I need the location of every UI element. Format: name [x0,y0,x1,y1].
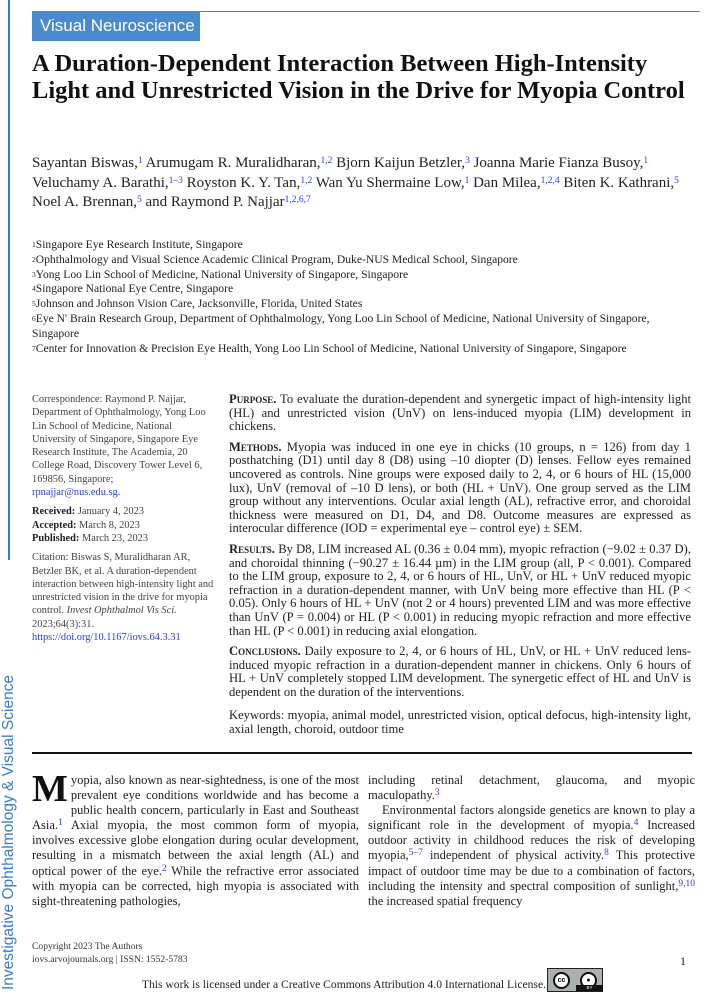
author-name: and Raymond P. Najjar [145,194,285,211]
doi-link[interactable]: https://doi.org/10.1167/iovs.64.3.31 [32,632,181,644]
copyright: Copyright 2023 The Authors [32,941,143,952]
affiliation-item: $^1$Singapore Eye Research Institute, Singapore [32,238,243,251]
author-name: Arumugam R. Muralidharan, [145,155,321,171]
cc-icon: cc [553,972,570,989]
accepted-date: Accepted: March 8, 2023 [32,519,140,531]
citation-ref[interactable]: 4 [633,818,639,829]
abstract-methods: Methods. Myopia was induced in one eye in chicks (10 groups, n = 126) from day 1 posthatching (D1) until day 8 (D8) using –10 diopter (D) lenses. Fellow eyes remained uncovered as controls. Nine groups were exposed daily to 2, 4, or 6 hours of HL (15,000 lux), UnV (removal of –10 D lens), or both (HL + UnV). One group served as the LIM group without any interventions. Ocular axial length (AL), refractive error, and choroidal thickness were measured on D1, D4, and D8. Outcome measures are expressed as interocular difference (IOD = experimental eye – control eye) ± SEM. [229,439,691,536]
correspondence-text: Correspondence: Raymond P. Najjar, Department of Ophthalmology, Yong Loo Lin School of Medicine, National University of Singapore, Singapore Eye Research Institute, The Academia, 20 College Road, Discovery Tower Level 6, 169856, Singapore; [32,394,206,485]
author-name: Dan Milea, [473,174,541,191]
by-label: BY [576,985,603,991]
header-rule [200,11,700,12]
affiliation-ref[interactable]: 1 [643,156,649,166]
cc-by-icon[interactable] [547,968,603,992]
section-badge: Visual Neuroscience [32,11,200,41]
author-name: Royston K. Y. Tan, [186,174,301,191]
citation-ref[interactable]: 2 [161,863,167,874]
author-name: Veluchamy A. Barathi, [32,174,169,191]
sidebar-accent-line [8,0,10,560]
journal-info: iovs.arvojournals.org | ISSN: 1552-5783 [32,954,188,965]
page-number: 1 [680,954,686,968]
citation-ref[interactable]: 3 [434,788,440,799]
body-column-right: including retinal detachment, glaucoma, and myopic maculopathy.$^3$ Environmental factors alongside genetics are known to play a significant role in the development of myopia.$^4$ Increased outdoor activity in childhood reduces the risk of developing myopia,$^{5-7}$ independent of physical activity.$^8$ This protective impact of outdoor time may be due to a combination of factors, including the intensity and spectral composition of sunlight,$^{9,10}$ the increased spatial frequency [368,773,695,908]
citation-ref[interactable]: 8 [604,848,609,859]
author-name: Bjorn Kaijun Betzler, [336,155,466,171]
author-name: Biten K. Kathrani, [563,174,675,191]
affiliation-item: $^4$Singapore National Eye Centre, Singapore [32,282,234,296]
affiliation-ref[interactable]: 1 [464,175,470,186]
affiliation-list [32,238,692,356]
affiliation-ref[interactable]: 5 [674,175,679,186]
abstract-purpose: Purpose. To evaluate the duration-dependent and synergetic impact of high-intensity light (HL) and unrestricted vision (UnV) on lens-induced myopia (LIM) development in chickens. [229,392,691,434]
author-name: Wan Yu Shermaine Low, [315,174,465,191]
page-footer [32,940,692,966]
author-name: Sayantan Biswas, [32,155,138,171]
abstract [229,393,691,744]
journal-sidebar-title: Investigative Ophthalmology & Visual Science [0,674,17,990]
drop-cap: M [32,768,68,810]
abstract-results: Results. By D8, LIM increased AL (0.36 ± 0.04 mm), myopic refraction (−9.02 ± 0.37 D), and choroidal thinning (−90.27 ± 16.44 µm) in the LIM group (all, P < 0.001). Compared to the LIM group, exposure to 2, 4, or 6 hours of HL, UnV, or HL + UnV reduced myopic refraction in a duration-dependent manner, with UnV being more effective than HL (P < 0.05). Only 6 hours of HL + UnV (not 2 or 4 hours) prevented LIM and was more effective than UnV (P = 0.004) or HL (P < 0.001) in reducing myopic refraction and more effective than HL (P < 0.001) in reducing axial elongation. [229,541,691,638]
affiliation-ref[interactable]: 1 [137,156,143,166]
abstract-conclusions: Conclusions. Daily exposure to 2, 4, or 6 hours of HL, UnV, or HL + UnV reduced lens-induced myopic refraction in a duration-dependent manner in chickens. Only 6 hours of HL + UnV completely stopped LIM development. The synergetic effect of HL and UnV is dependent on the duration of the interventions. [229,644,692,699]
citation: Citation: Biswas S, Muralidharan AR, Betzler BK, et al. A duration-dependent interaction between high-intensity light and unrestricted vision in the drive for myopia control. Invest Ophthalmol Vis Sci. 2023;64(3):31. https://doi.org/10.1167/iovs.64.3.31 [32,552,214,644]
author-name: Joanna Marie Fianza Busoy, [473,155,644,171]
section-divider [32,752,692,754]
author-list [32,154,692,213]
affiliation-item: $^5$Johnson and Johnson Vision Care, Jacksonville, Florida, United States [32,297,363,311]
affiliation-item: $^7$Center for Innovation & Precision Eye Health, Yong Loo Lin School of Medicine, National University of Singapore, Singapore [32,341,627,355]
affiliation-item: $^3$Yong Loo Lin School of Medicine, National University of Singapore, Singapore [32,267,409,281]
article-info-sidebar [32,393,217,644]
license-text[interactable]: This work is licensed under a Creative Commons Attribution 4.0 International License. [141,978,546,991]
affiliation-ref[interactable]: 1,2,6,7 [284,195,311,206]
affiliation-ref[interactable]: 1,2,4 [540,175,560,186]
email-link[interactable]: rpnajjar@nus.edu.sg. [32,487,121,499]
affiliation-ref[interactable]: 1–3 [168,175,183,186]
article-title: A Duration-Dependent Interaction Between High-Intensity Light and Unrestricted Vision in the Drive for Myopia Control [32,50,685,104]
citation-ref[interactable]: 5–7 [408,848,423,859]
affiliation-ref[interactable]: 1,2 [300,175,313,186]
affiliation-ref[interactable]: 5 [136,195,142,206]
author-name: Noel A. Brennan, [32,194,137,211]
published-date: Published: March 23, 2023 [32,532,149,544]
received-date: Received: January 4, 2023 [32,506,144,518]
citation-ref[interactable]: 1 [58,818,63,829]
affiliation-ref[interactable]: 3 [465,156,470,166]
affiliation-item: $^2$Ophthalmology and Visual Science Academic Clinical Program, Duke-NUS Medical School, Singapore [32,252,518,266]
citation-ref[interactable]: 9,10 [678,878,695,889]
attribution-icon: ● [580,972,597,989]
keywords: Keywords: myopia, animal model, unrestricted vision, optical defocus, high-intensity light, axial length, choroid, outdoor time [229,708,691,737]
affiliation-ref[interactable]: 1,2 [320,156,333,166]
affiliation-item: $^6$Eye N' Brain Research Group, Department of Ophthalmology, Yong Loo Lin School of Medicine, National University of Singapore, Singapore [32,311,650,340]
body-column-left: Myopia, also known as near-sightedness, is one of the most prevalent eye conditions worldwide and has become a public health concern, particularly in East and Southeast Asia.$^1$ Axial myopia, the most common form of myopia, involves excessive globe elongation during ocular development, resulting in a mismatch between the axial length (AL) and optical power of the eye.$^2$ While the refractive error associated with myopia can be corrected, high myopia is associated with sight-threatening pathologies, [32,768,359,908]
